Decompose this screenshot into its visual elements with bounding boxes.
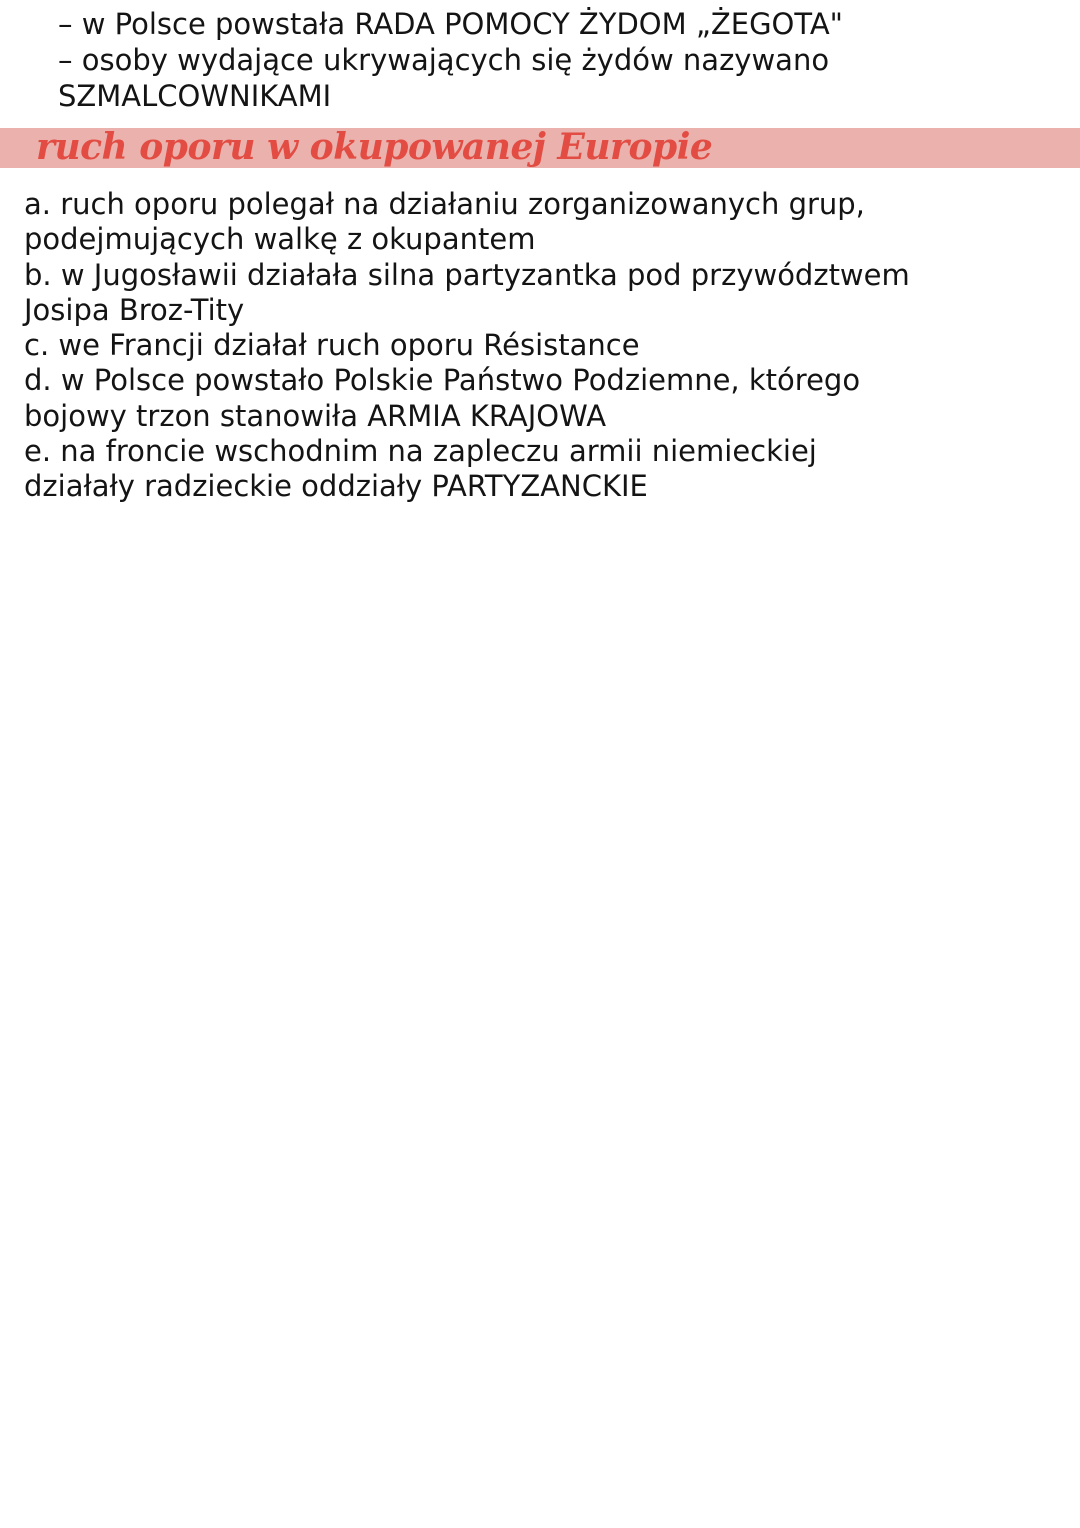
note-line-szmalcownicy-term: SZMALCOWNIKAMI xyxy=(58,79,332,113)
list-item-b-line-2: Josipa Broz-Tity xyxy=(24,292,245,327)
note-line-szmalcownicy: – osoby wydające ukrywających się żydów nazywano xyxy=(58,43,830,77)
list-item-e-line-2: działały radzieckie oddziały PARTYZANCKIE xyxy=(24,469,648,504)
list-item-d-line-2: bojowy trzon stanowiła ARMIA KRAJOWA xyxy=(24,398,607,433)
list-item-e-line-1: e. na froncie wschodnim na zapleczu armii niemieckiej xyxy=(24,434,817,469)
list-item-c-line-1: c. we Francji działał ruch oporu Résistance xyxy=(24,328,640,363)
resistance-list xyxy=(24,187,1064,505)
list-item-b-line-1: b. w Jugosławii działała silna partyzantka pod przywództwem xyxy=(24,257,910,292)
note-line-zegota: – w Polsce powstała RADA POMOCY ŻYDOM „ŻEGOTA" xyxy=(58,7,844,41)
section-heading: ruch oporu w okupowanej Europie xyxy=(36,126,713,168)
intro-notes xyxy=(58,6,1058,114)
list-item-d-line-1: d. w Polsce powstało Polskie Państwo Podziemne, którego xyxy=(24,363,861,398)
list-item-a-line-1: a. ruch oporu polegał na działaniu zorganizowanych grup, xyxy=(24,187,865,221)
list-item-a-line-2: podejmujących walkę z okupantem xyxy=(24,222,536,257)
